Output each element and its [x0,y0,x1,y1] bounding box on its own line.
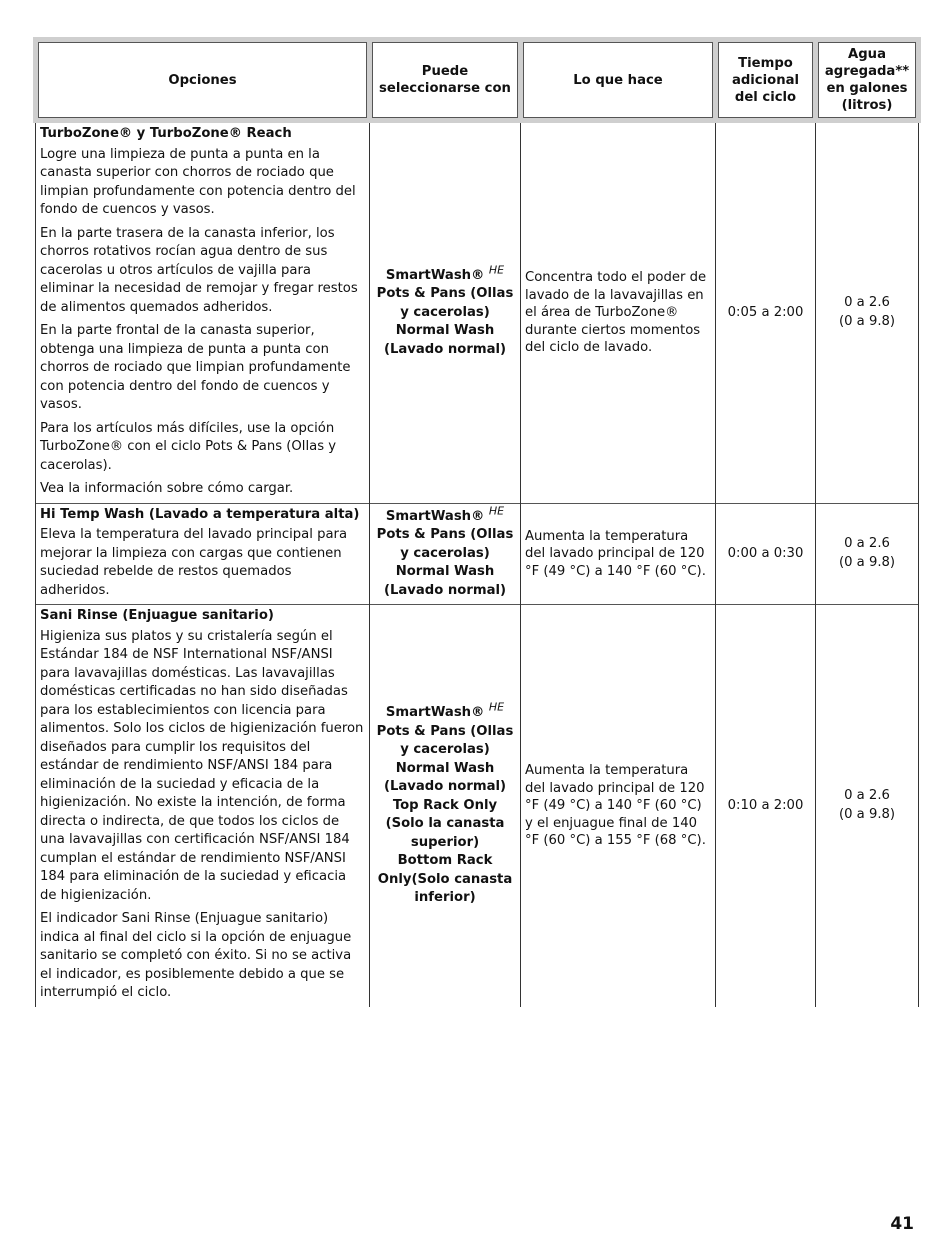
option-cell [36,121,370,504]
table-row [36,121,919,504]
option-title: Hi Temp Wash (Lavado a temperatura alta) [40,506,360,522]
option-paragraph: El indicador Sani Rinse (Enjuague sanitario) indica al final del ciclo si la opción de enjuague sanitario se completó con éxito. Si no se activa el indicador, es posiblemente debido a que se interrumpió el ciclo. [40,911,352,1000]
selectable-cell [370,503,521,605]
cycle-pots-pans: Pots & Pans (Ollas y cacerolas) [376,723,514,757]
option-paragraph: Higieniza sus platos y su cristalería según el Estándar 184 de NSF International NSF/ANSI para lavavajillas domésticas. Las lavavajillas domésticas certificadas no han sido diseñadas para los establecimientos con licencia para alimentos. Solo los ciclos de higienización fueron diseñados para cumplir los requisitos del estándar de rendimiento NSF/ANSI 184 para eliminación de la suciedad y eficacia de la higienización. No existe la intención, de forma directa o indirecta, de que todos los ciclos de una lavavajillas con certificación NSF/ANSI 184 cumplan el estándar de rendimiento NSF/ANSI 184 para eliminación de la suciedad y eficacia de higienización. [40,628,364,903]
added-time-cell: 0:10 a 2:00 [716,605,816,1007]
header-added-water: Agua agregada** en galones (litros) [816,40,919,121]
what-it-does-cell: Aumenta la temperatura del lavado principal de 120 °F (49 °C) a 140 °F (60 °C). [521,503,716,605]
he-mark: HE [488,504,505,518]
option-description [40,628,365,1003]
option-cell [36,503,370,605]
cycle-pots-pans: Pots & Pans (Ollas y cacerolas) [376,527,514,561]
cycle-bottom-rack-only: Bottom Rack Only(Solo canasta inferior) [377,853,513,905]
cycle-smartwash: SmartWash® $^{HE}$ [385,504,505,524]
added-water-cell [816,121,919,504]
option-description [40,146,365,499]
cycle-top-rack-only: Top Rack Only (Solo la canasta superior) [385,797,505,850]
cycle-smartwash: SmartWash® $^{HE}$ [385,263,505,283]
header-selectable-with: Puede seleccionarse con [370,40,521,121]
he-mark: HE [488,700,505,714]
page-number: 41 [890,1214,914,1234]
option-paragraph: Eleva la temperatura del lavado principal para mejorar la limpieza con cargas que contienen suciedad rebelde de restos quemados adheridos. [40,527,348,598]
water-gallons: 0 a 2.6 [844,788,890,804]
cycle-normal-wash: Normal Wash (Lavado normal) [383,564,507,598]
cycle-normal-wash: Normal Wash (Lavado normal) [383,323,507,357]
option-title: TurboZone® y TurboZone® Reach [40,126,292,141]
what-it-does-cell: Concentra todo el poder de lavado de la lavavajillas en el área de TurboZone® durante ciertos momentos del ciclo de lavado. [521,121,716,504]
water-gallons: 0 a 2.6 [844,536,890,552]
option-description [40,526,365,600]
table-row [36,503,919,605]
added-water-cell [816,605,919,1007]
water-gallons: 0 a 2.6 [844,295,890,311]
selectable-cell [370,121,521,504]
option-paragraph: En la parte frontal de la canasta superior, obtenga una limpieza de punta a punta con chorros de rociado que limpian profundamente con potencia dentro del fondo de cuencos y vasos. [40,323,351,412]
added-water-cell [816,503,919,605]
option-paragraph: Para los artículos más difíciles, use la opción TurboZone® con el ciclo Pots & Pans (Ollas y cacerolas). [40,420,337,473]
water-liters: (0 a 9.8) [838,806,896,822]
what-it-does-cell: Aumenta la temperatura del lavado principal de 120 °F (49 °C) a 140 °F (60 °C) y el enjuague final de 140 °F (60 °C) a 155 °F (68 °C). [521,605,716,1007]
header-what-it-does: Lo que hace [521,40,716,121]
table-header-row [36,40,919,121]
option-paragraph: Logre una limpieza de punta a punta en la canasta superior con chorros de rociado que limpian profundamente con potencia dentro del fondo de cuencos y vasos. [40,146,356,217]
selectable-cell [370,605,521,1007]
option-paragraph: En la parte trasera de la canasta inferior, los chorros rotativos rocían agua dentro de sus cacerolas u otros artículos de vajilla para eliminar la necesidad de remojar y fregar restos de alimentos quemados adheridos. [40,225,358,315]
option-paragraph: Vea la información sobre cómo cargar. [40,481,294,496]
he-mark: HE [488,263,505,277]
added-time-cell: 0:00 a 0:30 [716,503,816,605]
water-liters: (0 a 9.8) [838,554,896,570]
header-options: Opciones [36,40,370,121]
added-time-cell: 0:05 a 2:00 [716,121,816,504]
header-added-time: Tiempo adicional del ciclo [716,40,816,121]
water-liters: (0 a 9.8) [838,313,896,329]
cycle-smartwash: SmartWash® $^{HE}$ [385,700,505,720]
cycle-pots-pans: Pots & Pans (Ollas y cacerolas) [376,286,514,320]
cycle-normal-wash: Normal Wash (Lavado normal) [383,760,507,794]
table-row [36,605,919,1007]
options-table [33,37,921,1007]
option-cell [36,605,370,1007]
option-title: Sani Rinse (Enjuague sanitario) [40,608,274,623]
